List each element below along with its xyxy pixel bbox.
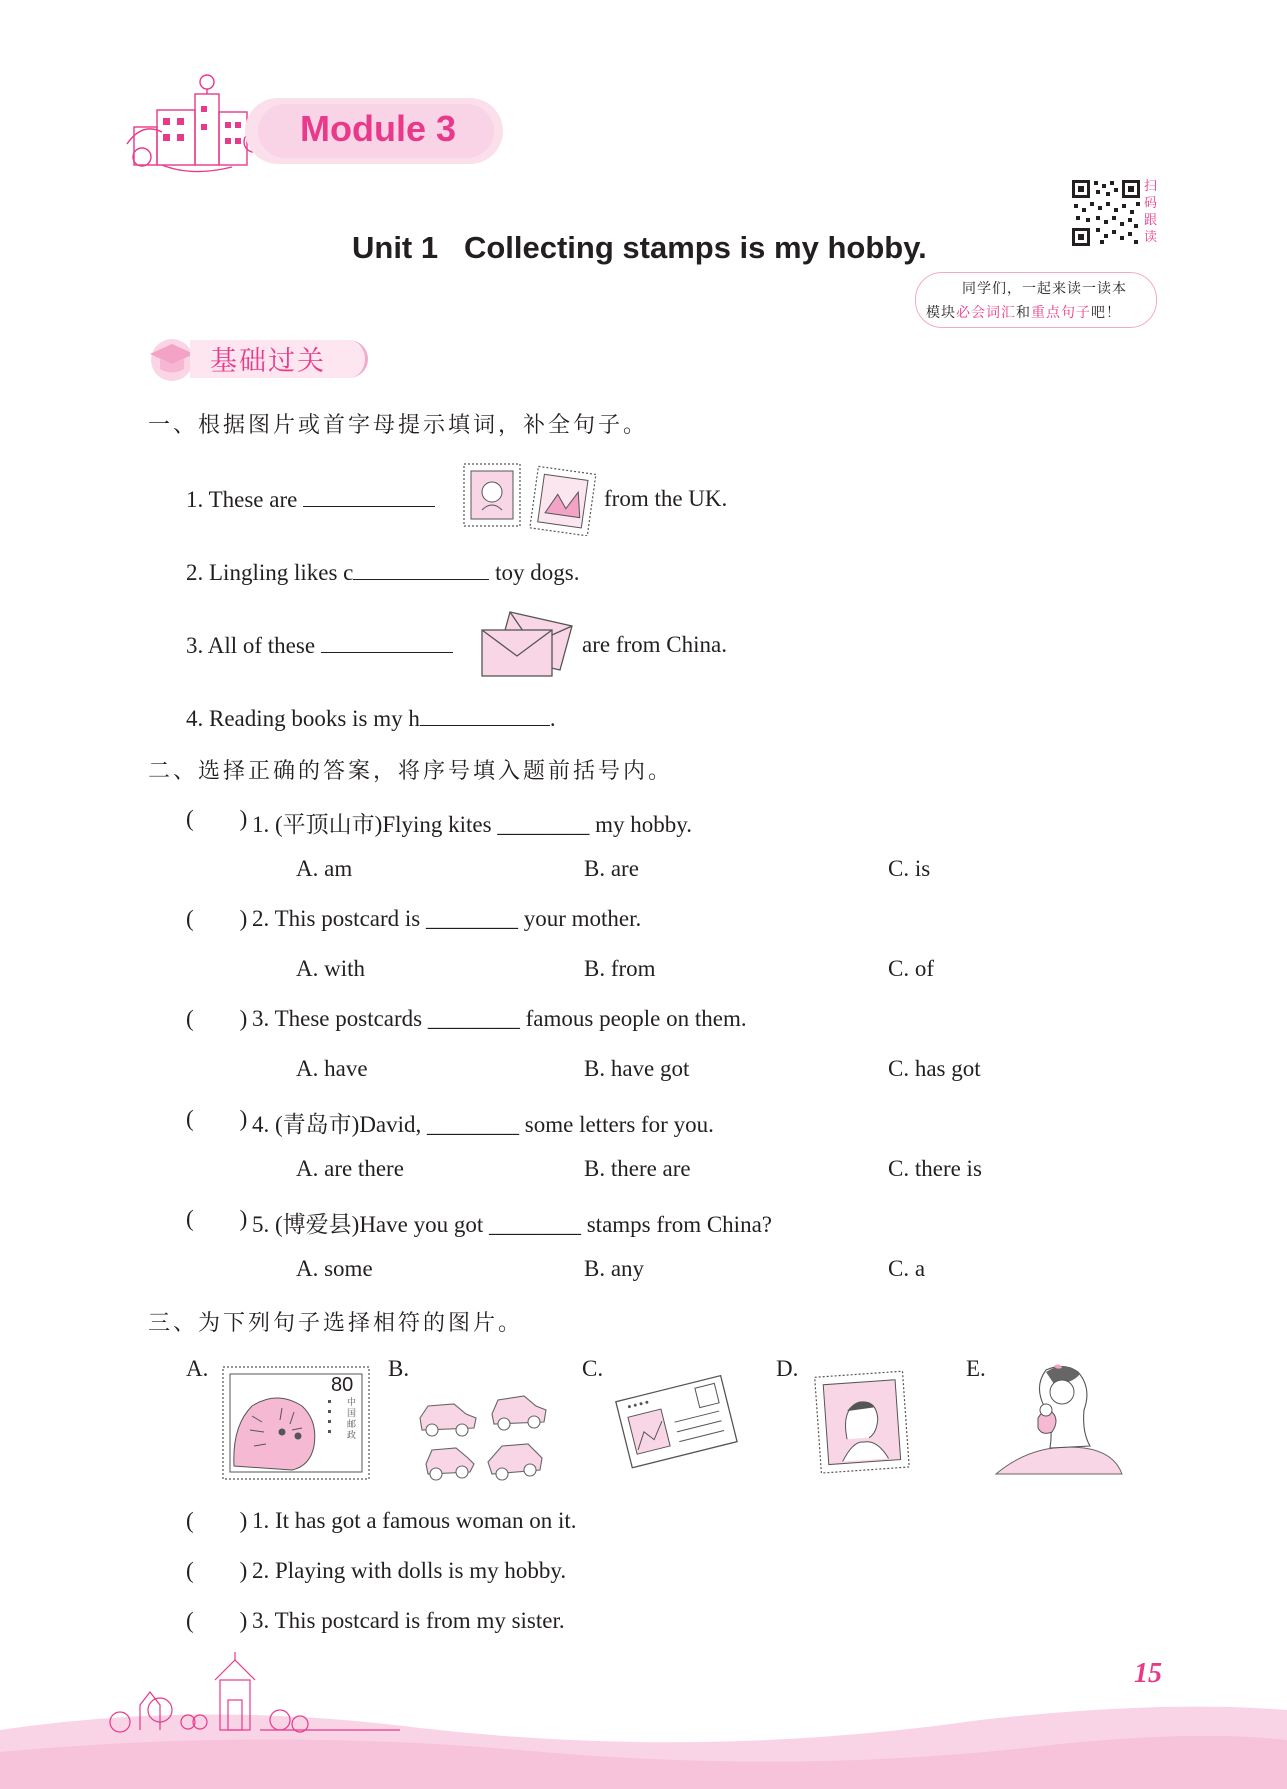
s2-answer-paren[interactable]: ( ) [186, 1558, 248, 1583]
q2-answer-paren[interactable]: ( ) [186, 906, 248, 931]
woman-stamp-icon [812, 1368, 916, 1478]
q4-answer-paren[interactable]: ( ) [186, 1106, 248, 1131]
pic-label-a: A. [186, 1356, 209, 1381]
pic-label-e: E. [966, 1356, 986, 1381]
girl-with-doll-icon [994, 1362, 1124, 1478]
s3-answer-paren[interactable]: ( ) [186, 1608, 248, 1633]
q2-text: 2. This postcard is ________ your mother. [252, 906, 642, 931]
q4-text: 4. (青岛市)David, ________ some letters for you. [252, 1112, 714, 1137]
qr-label: 扫 码 跟 读 [1144, 179, 1158, 245]
s1-answer-paren[interactable]: ( ) [186, 1508, 248, 1533]
q5-option-c[interactable]: C. a [888, 1256, 926, 1281]
q5-option-a[interactable]: A. some [296, 1256, 373, 1281]
q1-text: 1. (平顶山市)Flying kites ________ my hobby. [252, 812, 692, 837]
p1-blank-3[interactable] [321, 632, 453, 653]
section-badge-title: 基础过关 [210, 346, 326, 377]
q2-option-c[interactable]: C. of [888, 956, 934, 981]
pic-label-b: B. [388, 1356, 410, 1381]
pic-label-d: D. [776, 1356, 799, 1381]
s3-text: 3. This postcard is from my sister. [252, 1608, 565, 1633]
stamps-uk-icon [462, 460, 598, 536]
tiger-stamp-value: 80 [331, 1374, 354, 1396]
tip-line-1: 同学们，一起来读一读本 [962, 281, 1127, 297]
q5-option-b[interactable]: B. any [584, 1256, 645, 1281]
tip-line-2: 模块必会词汇和重点句子吧！ [926, 305, 1121, 321]
envelopes-icon [480, 608, 576, 680]
q5-text: 5. (博爱县)Have you got ________ stamps from China? [252, 1212, 772, 1237]
p1-blank-1[interactable] [303, 486, 435, 507]
p1-item-1: 1. These are [186, 486, 435, 513]
q4-option-b[interactable]: B. there are [584, 1156, 691, 1181]
q4-option-a[interactable]: A. are there [296, 1156, 404, 1181]
module-title: Module 3 [300, 108, 457, 149]
footer-town-illustration-icon [100, 1650, 400, 1740]
p1-item-3-after: are from China. [582, 632, 727, 657]
qr-code-icon[interactable] [1070, 178, 1142, 248]
s1-text: 1. It has got a famous woman on it. [252, 1508, 577, 1533]
p1-blank-4[interactable] [420, 705, 550, 726]
q3-answer-paren[interactable]: ( ) [186, 1006, 248, 1031]
p1-blank-2[interactable] [353, 559, 489, 580]
q2-option-b[interactable]: B. from [584, 956, 656, 981]
part2-heading: 二、选择正确的答案，将序号填入题前括号内。 [148, 759, 674, 784]
postcard-icon [610, 1366, 740, 1474]
tiger-stamp-text: 中国邮政 [347, 1398, 357, 1441]
p1-item-3: 3. All of these [186, 632, 453, 659]
p1-item-4: 4. Reading books is my h . [186, 706, 556, 731]
q1-option-b[interactable]: B. are [584, 856, 639, 881]
q1-answer-paren[interactable]: ( ) [186, 806, 248, 831]
q4-option-c[interactable]: C. there is [888, 1156, 982, 1181]
page-number: 15 [1134, 1658, 1162, 1689]
q3-option-c[interactable]: C. has got [888, 1056, 981, 1081]
q5-answer-paren[interactable]: ( ) [186, 1206, 248, 1231]
q1-option-a[interactable]: A. am [296, 856, 353, 881]
q3-option-a[interactable]: A. have [296, 1056, 368, 1081]
q2-option-a[interactable]: A. with [296, 956, 365, 981]
part3-heading: 三、为下列句子选择相符的图片。 [148, 1311, 524, 1336]
s2-text: 2. Playing with dolls is my hobby. [252, 1558, 567, 1583]
q1-option-c[interactable]: C. is [888, 856, 931, 881]
toy-cars-icon [416, 1366, 558, 1482]
pic-label-c: C. [582, 1356, 604, 1381]
p1-item-2: 2. Lingling likes c toy dogs. [186, 560, 580, 585]
p1-item-1-after: from the UK. [604, 486, 728, 511]
q3-option-b[interactable]: B. have got [584, 1056, 690, 1081]
unit-title: Unit 1 Collecting stamps is my hobby. [352, 230, 927, 265]
part1-heading: 一、根据图片或首字母提示填词，补全句子。 [148, 413, 649, 438]
q3-text: 3. These postcards ________ famous people on them. [252, 1006, 747, 1031]
